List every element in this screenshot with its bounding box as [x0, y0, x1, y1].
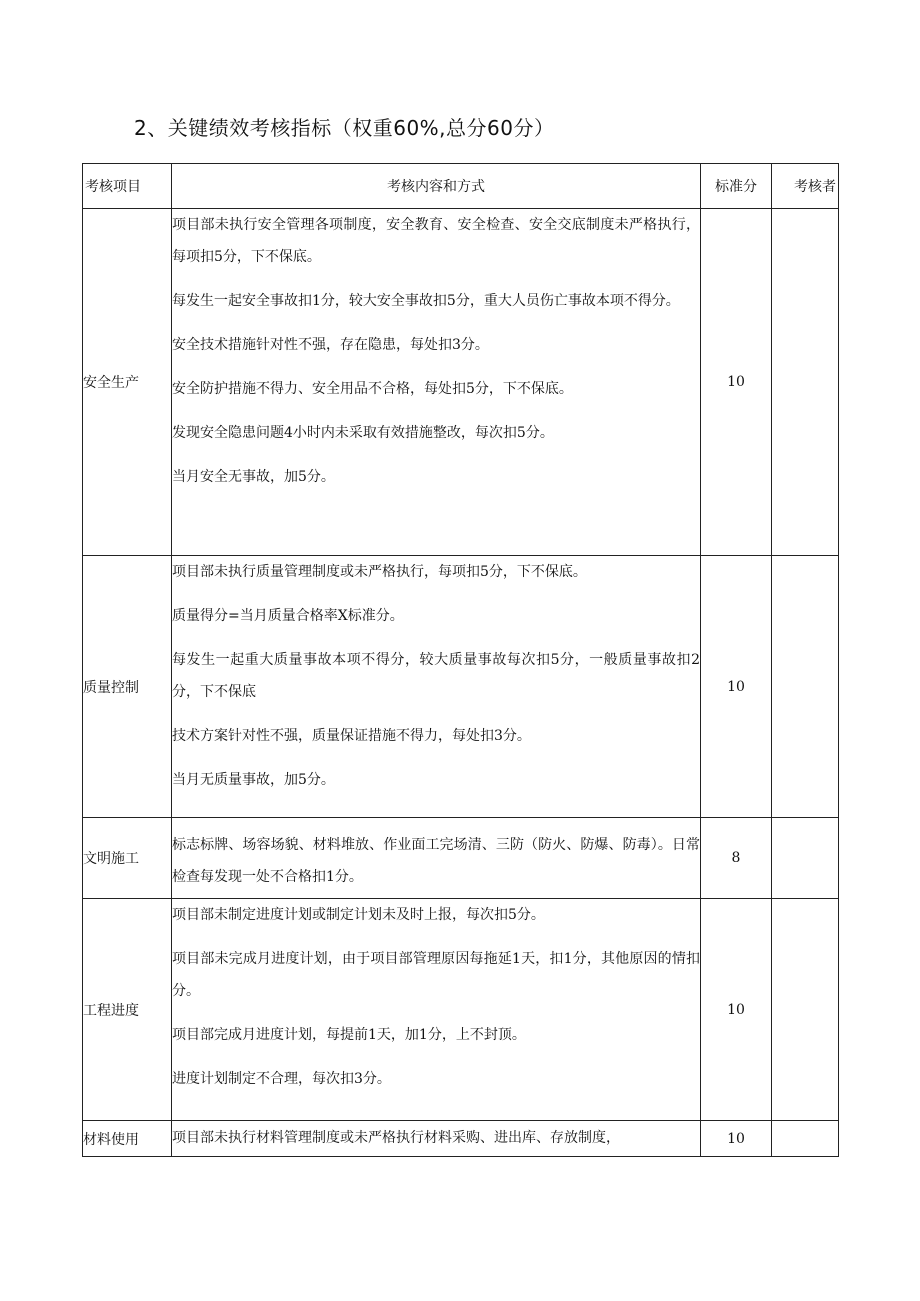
table-row [83, 1121, 839, 1157]
criterion-text: 技术方案针对性不强，质量保证措施不得力，每处扣3分。 [172, 728, 531, 744]
table-row [83, 899, 839, 1121]
row-score: 10 [701, 899, 772, 1121]
criterion-text: 项目部未执行安全管理各项制度，安全教育、安全检查、安全交底制度未严格执行，每项扣5分，下不保底。 [172, 217, 700, 265]
row-category: 材料使用 [83, 1121, 172, 1157]
criterion-text: 当月安全无事故，加5分。 [172, 469, 335, 485]
criterion-text: 质量得分=当月质量合格率X标准分。 [172, 608, 404, 624]
criterion-text: 发现安全隐患问题4小时内未采取有效措施整改，每次扣5分。 [172, 425, 554, 441]
row-content [172, 556, 701, 818]
table-header-row [83, 164, 839, 209]
row-reviewer-cell[interactable] [772, 899, 839, 1121]
row-score: 10 [701, 556, 772, 818]
criterion-text: 每发生一起重大质量事故本项不得分，较大质量事故每次扣5分，一般质量事故扣2分，下不保底 [172, 652, 700, 700]
row-reviewer-cell[interactable] [772, 818, 839, 899]
row-score: 8 [701, 818, 772, 899]
table-row [83, 209, 839, 556]
header-score: 标准分 [701, 164, 772, 209]
row-category: 文明施工 [83, 818, 172, 899]
header-reviewer: 考核者 [772, 164, 839, 209]
criterion-text: 标志标牌、场容场貌、材料堆放、作业面工完场清、三防（防火、防爆、防毒）。日常检查每发现一处不合格扣1分。 [172, 837, 700, 885]
row-category: 质量控制 [83, 556, 172, 818]
criterion-text: 项目部未执行材料管理制度或未严格执行材料采购、进出库、存放制度， [172, 1130, 620, 1146]
criterion-text: 项目部未完成月进度计划，由于项目部管理原因每拖延1天，扣1分，其他原因的情扣分。 [172, 951, 700, 999]
row-content [172, 899, 701, 1121]
row-score: 10 [701, 209, 772, 556]
row-score: 10 [701, 1121, 772, 1157]
row-category: 安全生产 [83, 209, 172, 556]
row-reviewer-cell[interactable] [772, 556, 839, 818]
criterion-text: 每发生一起安全事故扣1分，较大安全事故扣5分，重大人员伤亡事故本项不得分。 [172, 293, 680, 309]
row-content [172, 1121, 701, 1157]
criterion-text: 安全技术措施针对性不强，存在隐患，每处扣3分。 [172, 337, 489, 353]
table-row [83, 556, 839, 818]
criterion-text: 项目部未执行质量管理制度或未严格执行，每项扣5分，下不保底。 [172, 564, 587, 580]
criterion-text: 安全防护措施不得力、安全用品不合格，每处扣5分，下不保底。 [172, 381, 573, 397]
criterion-text: 项目部未制定进度计划或制定计划未及时上报，每次扣5分。 [172, 907, 545, 923]
row-category: 工程进度 [83, 899, 172, 1121]
row-reviewer-cell[interactable] [772, 209, 839, 556]
row-content [172, 818, 701, 899]
kpi-table [82, 163, 839, 1157]
row-content [172, 209, 701, 556]
criterion-text: 当月无质量事故，加5分。 [172, 772, 335, 788]
header-content: 考核内容和方式 [172, 164, 701, 209]
row-reviewer-cell[interactable] [772, 1121, 839, 1157]
header-category: 考核项目 [83, 164, 172, 209]
criterion-text: 项目部完成月进度计划，每提前1天，加1分，上不封顶。 [172, 1027, 526, 1043]
page-title: 2、关键绩效考核指标（权重60%,总分60分） [134, 116, 555, 140]
criterion-text: 进度计划制定不合理，每次扣3分。 [172, 1071, 391, 1087]
table-row [83, 818, 839, 899]
